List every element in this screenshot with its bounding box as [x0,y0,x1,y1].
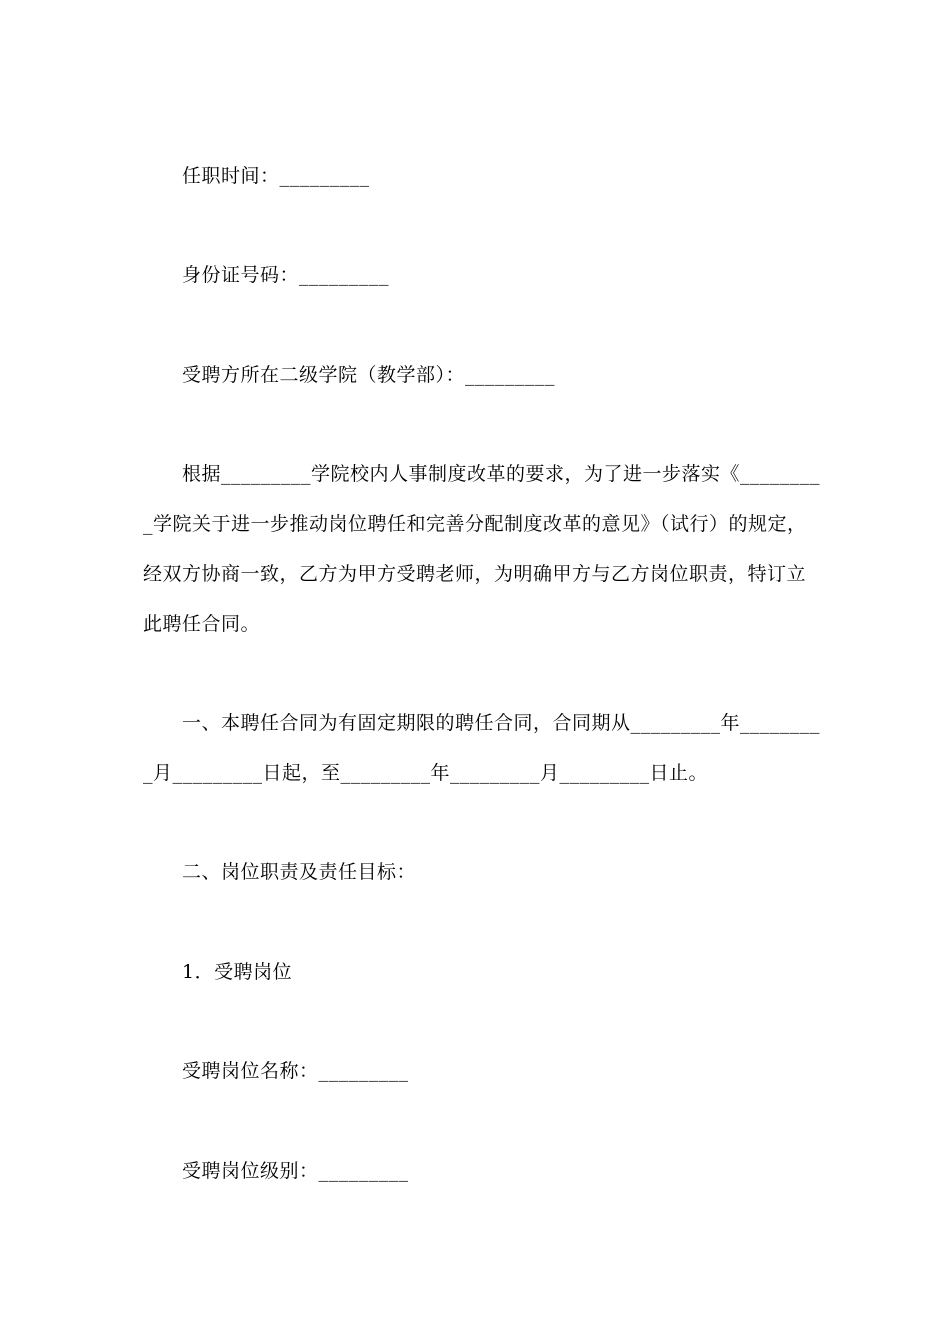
paragraph-line: 此聘任合同。 [143,613,261,635]
clause-two-heading: 二、岗位职责及责任目标： [182,861,417,883]
paragraph-line: 经双方协商一致，乙方为甲方受聘老师，为明确甲方与乙方岗位职责，特订立 [143,563,807,585]
term-line: 任职时间：_________ [182,165,370,187]
paragraph-line: 根据_________学院校内人事制度改革的要求，为了进一步落实《________ [182,463,821,485]
paragraph-line: _学院关于进一步推动岗位聘任和完善分配制度改革的意见》（试行）的规定， [143,513,807,535]
item-one-heading: 1．受聘岗位 [182,961,293,983]
clause-one-line: 一、本聘任合同为有固定期限的聘任合同，合同期从_________年________ [182,712,821,734]
post-level-line: 受聘岗位级别：_________ [182,1160,409,1182]
id-number-line: 身份证号码：_________ [182,264,390,286]
clause-one-line: _月_________日起，至_________年_________月_________日止。 [143,762,709,784]
post-name-line: 受聘岗位名称：_________ [182,1060,409,1082]
college-line: 受聘方所在二级学院（教学部）：_________ [182,364,556,386]
